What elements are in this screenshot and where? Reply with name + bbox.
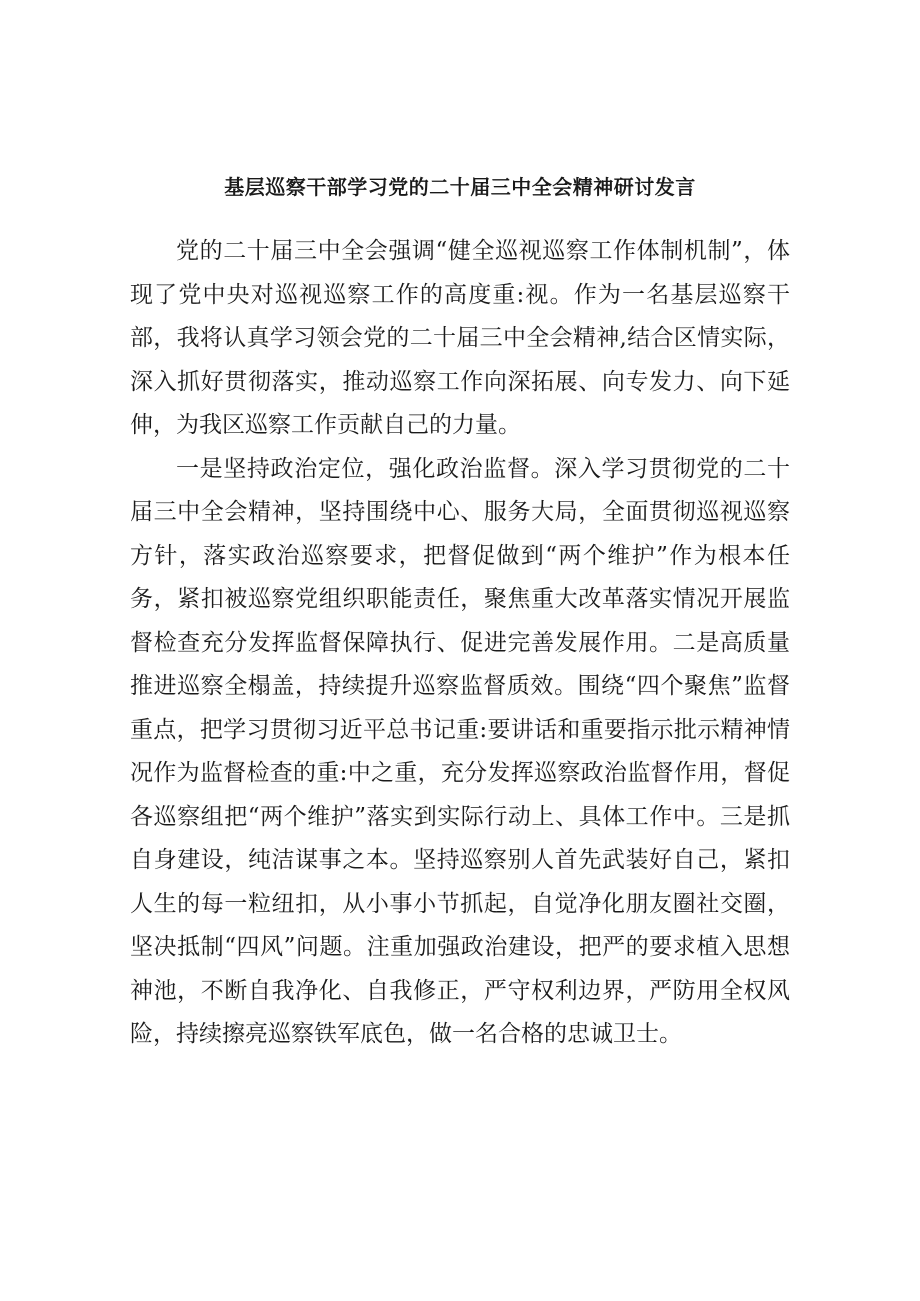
- document-body: [130, 230, 790, 1057]
- paragraph-intro: 党的二十届三中全会强调“健全巡视巡察工作体制机制”，体现了党中央对巡视巡察工作的高度重:视。作为一名基层巡察干部，我将认真学习领会党的二十届三中全会精神,结合区情实际，深入抓好贯彻落实，推动巡察工作向深拓展、向专发力、向下延伸，为我区巡察工作贡献自己的力量。: [130, 238, 790, 438]
- document-title: 基层巡察干部学习党的二十届三中全会精神研讨发言: [224, 175, 696, 199]
- paragraph-main: 一是坚持政治定位，强化政治监督。深入学习贯彻党的二十届三中全会精神，坚持围绕中心、服务大局，全面贯彻巡视巡察方针，落实政治巡察要求，把督促做到“两个维护”作为根本任务，紧扣被巡察党组织职能责任，聚焦重大改革落实情况开展监督检查充分发挥监督保障执行、促进完善发展作用。二是高质量推进巡察全榻盖，持续提升巡察监督质效。围绕“四个聚焦”监督重点，把学习贯彻习近平总书记重:要讲话和重要指示批示精神情况作为监督检查的重:中之重，充分发挥巡察政治监督作用，督促各巡察组把“两个维护”落实到实际行动上、具体工作中。三是抓自身建设，纯洁谋事之本。坚持巡察别人首先武装好自己，紧扣人生的每一粒纽扣，从小事小节抓起，自觉净化朋友圈社交圈，坚决抵制“四风”问题。注重加强政治建设，把严的要求植入思想神池，不断自我净化、自我修正，严守权利边界，严防用全权风险，持续擦亮巡察铁军底色，做一名合格的忠诚卫士。: [130, 455, 790, 1047]
